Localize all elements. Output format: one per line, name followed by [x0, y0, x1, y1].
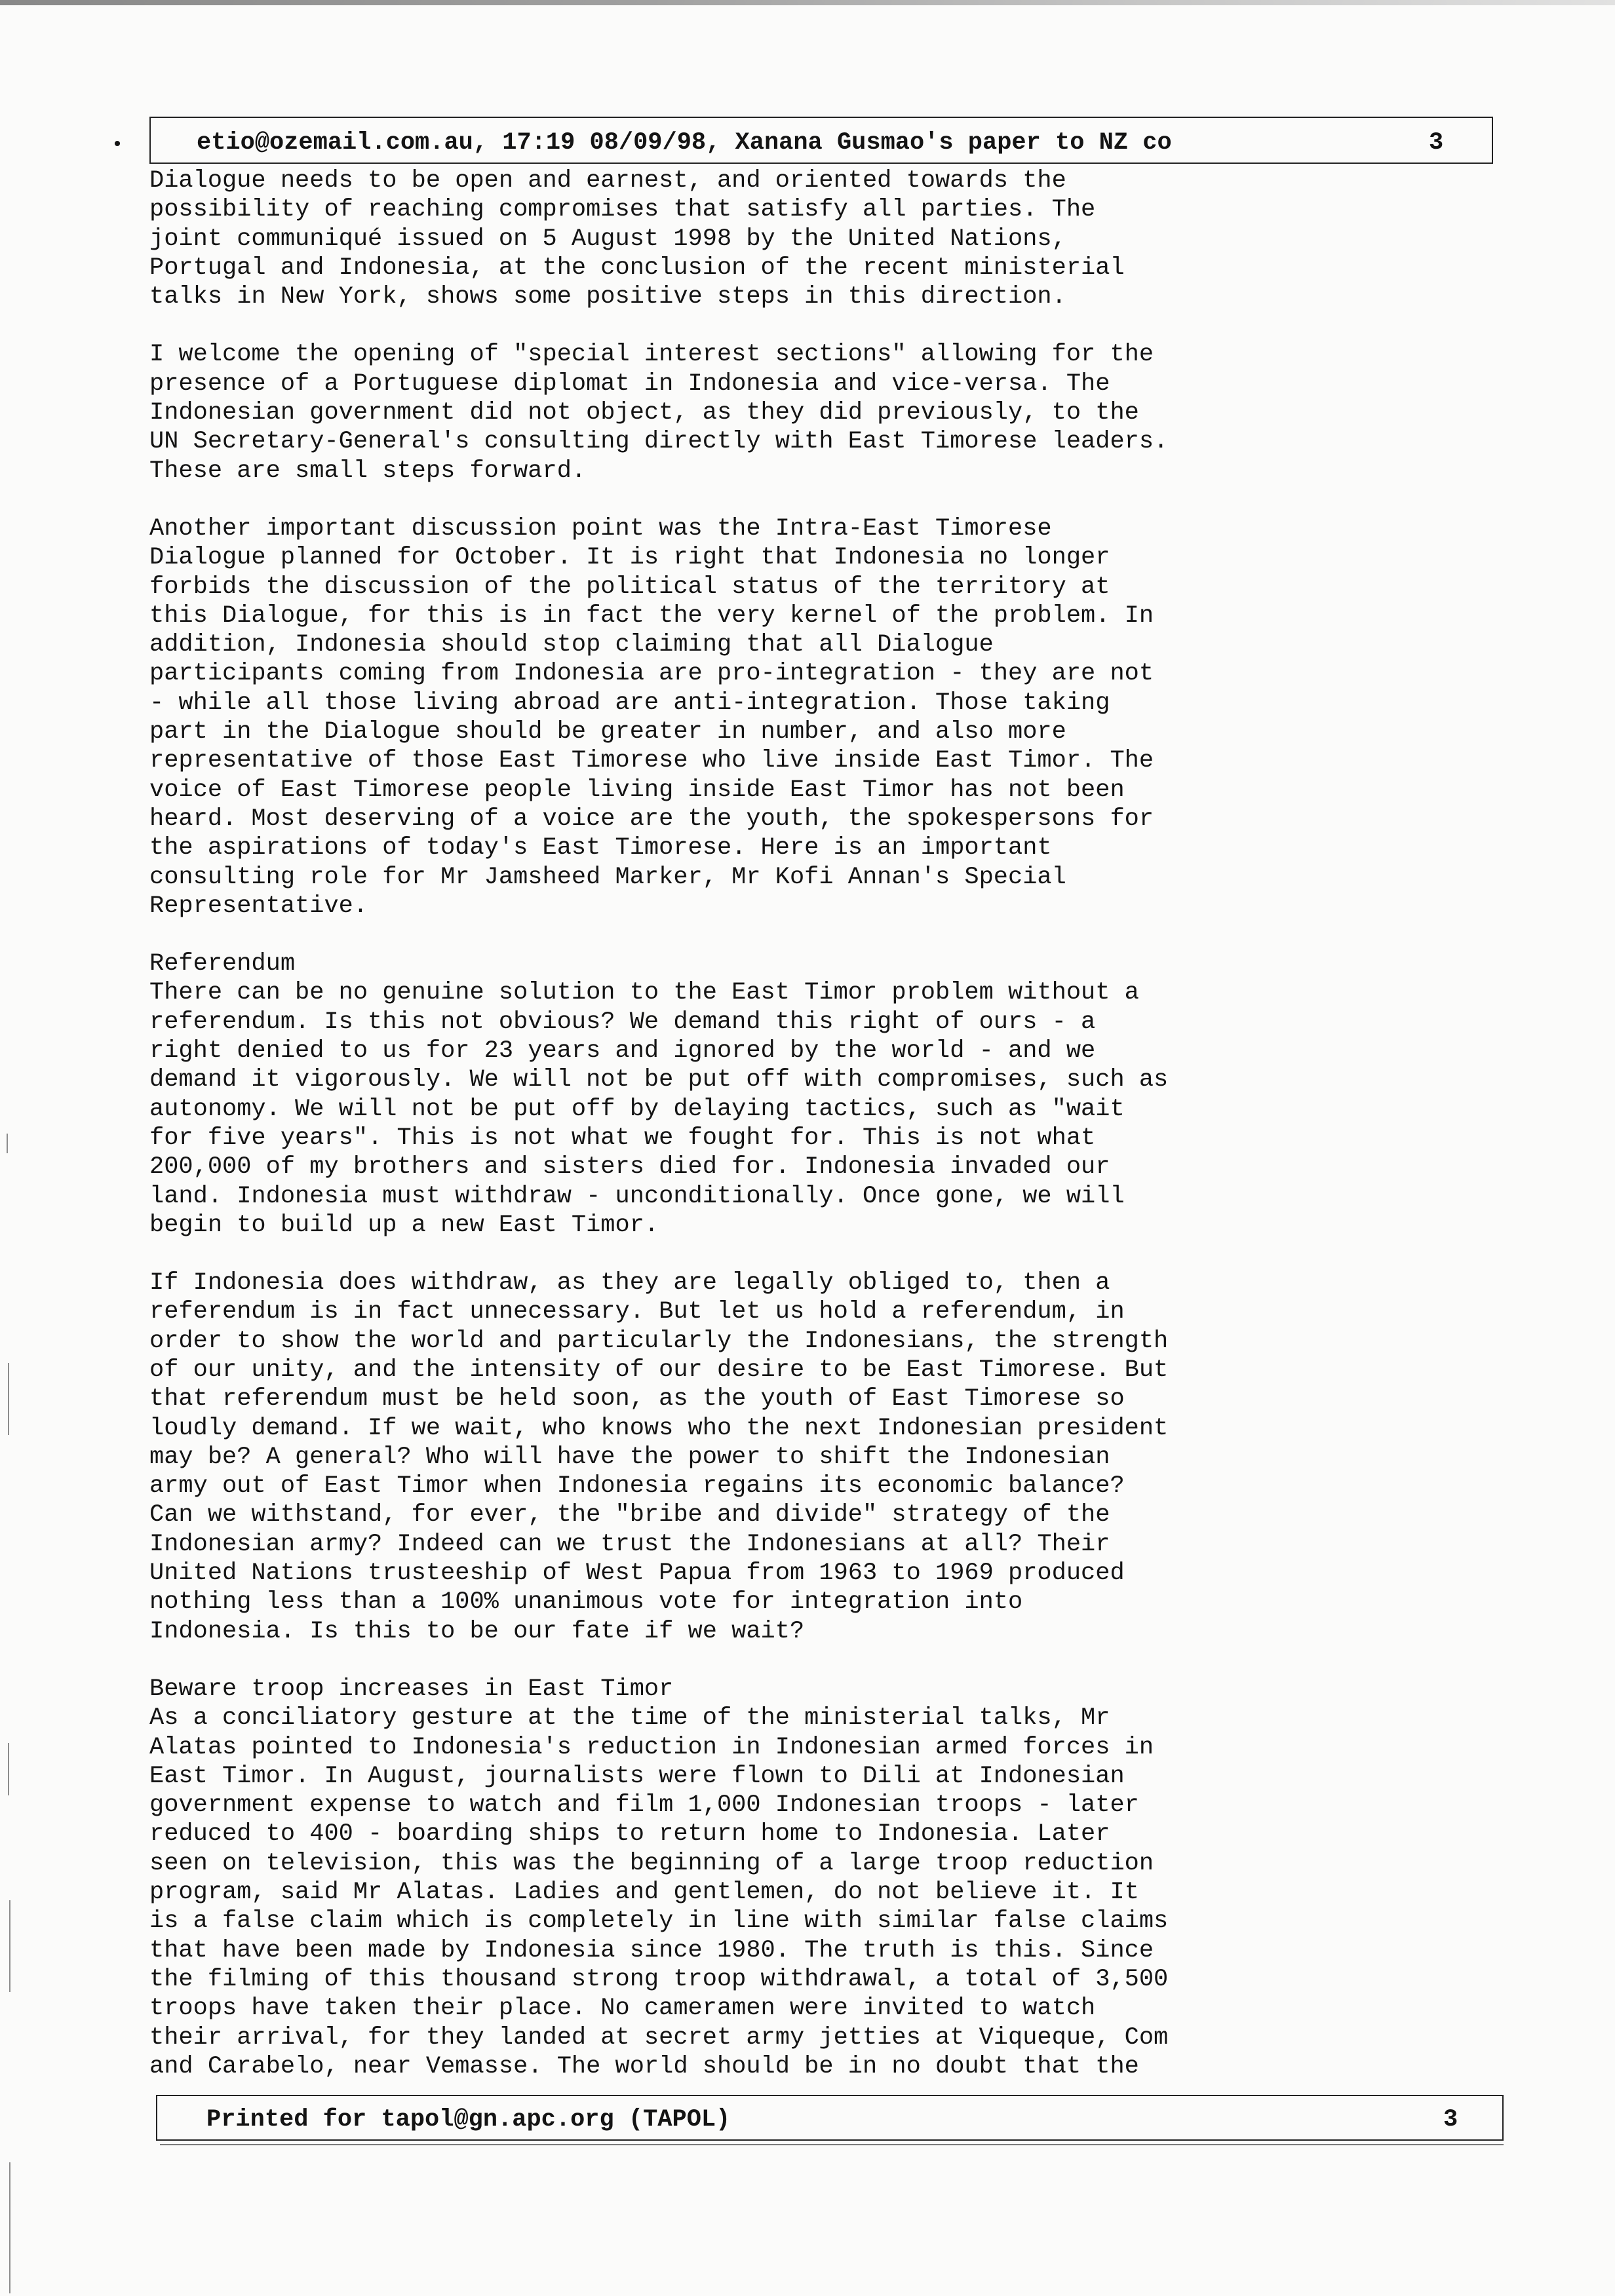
- text-line: talks in New York, shows some positive steps in this direction.: [149, 283, 1066, 311]
- text-line: referendum. Is this not obvious? We demand this right of ours - a: [149, 1008, 1096, 1036]
- text-line: Dialogue planned for October. It is right that Indonesia no longer: [149, 544, 1110, 572]
- text-line: program, said Mr Alatas. Ladies and gentlemen, do not believe it. It: [149, 1879, 1139, 1907]
- text-line: may be? A general? Who will have the power to shift the Indonesian: [149, 1443, 1110, 1471]
- paragraph: [149, 1675, 1591, 2081]
- text-line: forbids the discussion of the political status of the territory at: [149, 573, 1110, 601]
- paragraph: [149, 166, 1591, 311]
- text-line: - while all those living abroad are anti-integration. Those taking: [149, 689, 1110, 717]
- text-line: autonomy. We will not be put off by delaying tactics, such as "wait: [149, 1095, 1125, 1123]
- paragraph-gap: [149, 921, 1591, 949]
- header-source-line: etio@ozemail.com.au, 17:19 08/09/98, Xanana Gusmao's paper to NZ co: [197, 129, 1172, 157]
- paragraph-gap: [149, 1240, 1591, 1269]
- text-line: reduced to 400 - boarding ships to return home to Indonesia. Later: [149, 1820, 1110, 1848]
- text-line: possibility of reaching compromises that satisfy all parties. The: [149, 196, 1096, 224]
- text-line: troops have taken their place. No cameramen were invited to watch: [149, 1995, 1096, 2023]
- text-line: consulting role for Mr Jamsheed Marker, Mr Kofi Annan's Special: [149, 863, 1066, 891]
- text-line: United Nations trusteeship of West Papua from 1963 to 1969 produced: [149, 1559, 1125, 1588]
- text-line: 200,000 of my brothers and sisters died for. Indonesia invaded our: [149, 1153, 1110, 1181]
- header-bullet: •: [111, 134, 124, 157]
- text-line: nothing less than a 100% unanimous vote for integration into: [149, 1588, 1023, 1617]
- text-line: part in the Dialogue should be greater in number, and also more: [149, 718, 1066, 746]
- text-line: Indonesia. Is this to be our fate if we wait?: [149, 1617, 805, 1645]
- text-line: Portugal and Indonesia, at the conclusion of the recent ministerial: [149, 254, 1125, 282]
- text-line: and Carabelo, near Vemasse. The world should be in no doubt that the: [149, 2052, 1139, 2080]
- text-line: government expense to watch and film 1,000 Indonesian troops - later: [149, 1791, 1139, 1820]
- text-line: Can we withstand, for ever, the "bribe and divide" strategy of the: [149, 1501, 1110, 1529]
- text-line: East Timor. In August, journalists were flown to Dili at Indonesian: [149, 1762, 1125, 1790]
- text-line: that referendum must be held soon, as the youth of East Timorese so: [149, 1385, 1125, 1413]
- paragraph-gap: [149, 486, 1591, 514]
- scan-artifact-left: [9, 1900, 10, 1992]
- text-line: that have been made by Indonesia since 1980. The truth is this. Since: [149, 1936, 1154, 1964]
- text-line: participants coming from Indonesia are pro-integration - they are not: [149, 660, 1154, 688]
- footer-page-number: 3: [1443, 2106, 1458, 2133]
- paragraph-gap: [149, 311, 1591, 340]
- text-line: These are small steps forward.: [149, 457, 587, 485]
- text-line: joint communiqué issued on 5 August 1998 by the United Nations,: [149, 225, 1066, 253]
- text-line: loudly demand. If we wait, who knows who the next Indonesian president: [149, 1414, 1169, 1442]
- text-line: army out of East Timor when Indonesia regains its economic balance?: [149, 1472, 1125, 1501]
- scan-artifact-left: [8, 1363, 9, 1435]
- text-line: Another important discussion point was the Intra-East Timorese: [149, 514, 1052, 543]
- paragraph: [149, 949, 1591, 1240]
- footer-bar: [156, 2095, 1504, 2141]
- scan-artifact-top: [0, 0, 1615, 5]
- text-line: UN Secretary-General's consulting directly with East Timorese leaders.: [149, 428, 1169, 456]
- text-line: right denied to us for 23 years and ignored by the world - and we: [149, 1037, 1096, 1065]
- text-line: the aspirations of today's East Timorese. Here is an important: [149, 834, 1052, 862]
- text-line: seen on television, this was the beginning of a large troop reduction: [149, 1849, 1154, 1877]
- text-line: is a false claim which is completely in line with similar false claims: [149, 1907, 1169, 1936]
- text-line: representative of those East Timorese who live inside East Timor. The: [149, 747, 1154, 775]
- text-line: As a conciliatory gesture at the time of the ministerial talks, Mr: [149, 1704, 1110, 1732]
- header-bar: [149, 117, 1493, 164]
- text-line: I welcome the opening of "special interest sections" allowing for the: [149, 341, 1154, 369]
- text-line: Alatas pointed to Indonesia's reduction in Indonesian armed forces in: [149, 1733, 1154, 1761]
- footer-printed-for: Printed for tapol@gn.apc.org (TAPOL): [206, 2106, 731, 2133]
- text-line: order to show the world and particularly the Indonesians, the strength: [149, 1327, 1169, 1355]
- text-line: Representative.: [149, 892, 368, 920]
- text-line: the filming of this thousand strong troop withdrawal, a total of 3,500: [149, 1965, 1169, 1993]
- text-line: Indonesian government did not object, as they did previously, to the: [149, 399, 1139, 427]
- text-line: this Dialogue, for this is in fact the very kernel of the problem. In: [149, 602, 1154, 630]
- text-line: Indonesian army? Indeed can we trust the Indonesians at all? Their: [149, 1530, 1110, 1558]
- text-line: Dialogue needs to be open and earnest, and oriented towards the: [149, 167, 1066, 195]
- text-line: Referendum: [149, 950, 296, 978]
- scan-artifact-left: [9, 2162, 10, 2293]
- text-line: demand it vigorously. We will not be put off with compromises, such as: [149, 1066, 1169, 1094]
- document-body: [149, 166, 1591, 2081]
- text-line: of our unity, and the intensity of our desire to be East Timorese. But: [149, 1356, 1169, 1384]
- footer-underline: [160, 2144, 1504, 2145]
- header-page-number: 3: [1429, 129, 1444, 157]
- paragraph: [149, 340, 1591, 485]
- text-line: There can be no genuine solution to the East Timor problem without a: [149, 979, 1139, 1007]
- text-line: land. Indonesia must withdraw - unconditionally. Once gone, we will: [149, 1182, 1125, 1210]
- paragraph-gap: [149, 1646, 1591, 1675]
- text-line: heard. Most deserving of a voice are the youth, the spokespersons for: [149, 805, 1154, 833]
- paragraph: [149, 514, 1591, 921]
- text-line: voice of East Timorese people living inside East Timor has not been: [149, 776, 1125, 804]
- scan-artifact-left: [7, 1134, 8, 1153]
- text-line: If Indonesia does withdraw, as they are legally obliged to, then a: [149, 1269, 1110, 1297]
- text-line: begin to build up a new East Timor.: [149, 1211, 659, 1239]
- text-line: their arrival, for they landed at secret army jetties at Viqueque, Com: [149, 2023, 1169, 2052]
- scan-artifact-left: [8, 1743, 9, 1795]
- text-line: addition, Indonesia should stop claiming that all Dialogue: [149, 631, 994, 659]
- paragraph: [149, 1269, 1591, 1646]
- text-line: referendum is in fact unnecessary. But let us hold a referendum, in: [149, 1298, 1125, 1326]
- text-line: Beware troop increases in East Timor: [149, 1675, 674, 1703]
- text-line: for five years". This is not what we fought for. This is not what: [149, 1124, 1096, 1152]
- text-line: presence of a Portuguese diplomat in Indonesia and vice-versa. The: [149, 370, 1110, 398]
